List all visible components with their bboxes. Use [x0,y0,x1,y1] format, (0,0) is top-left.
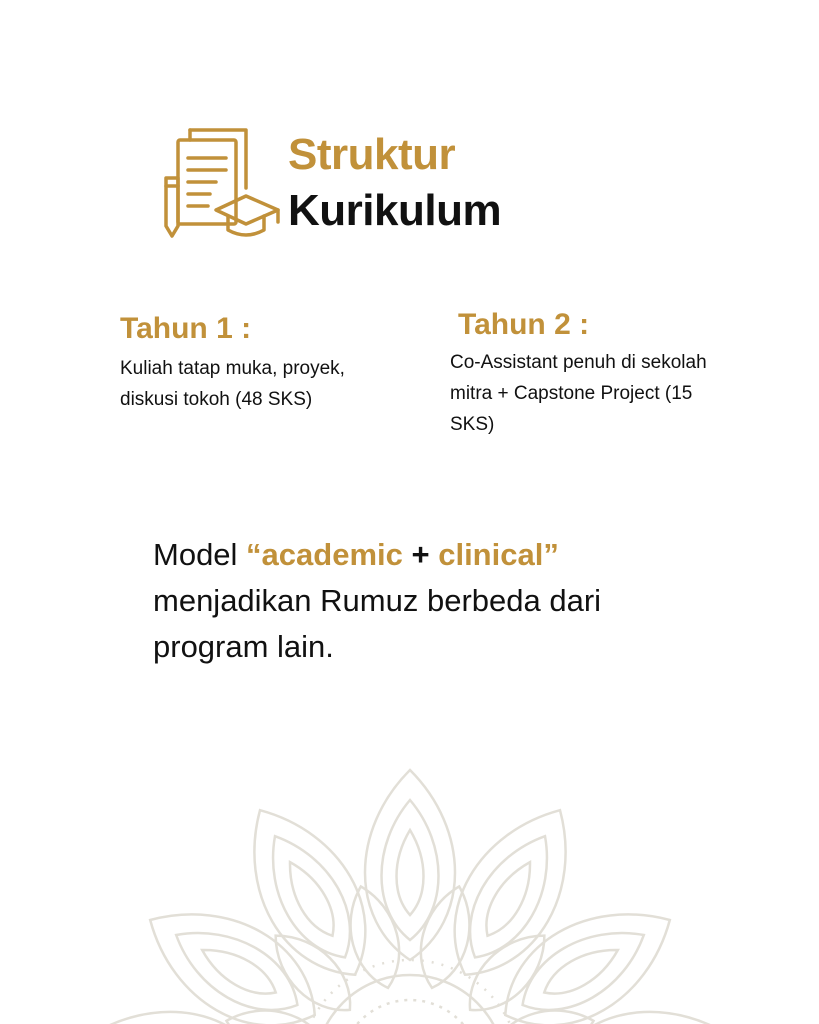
page-title-line1: Struktur [288,130,456,179]
closing-line2: menjadikan Rumuz berbeda dari [153,583,602,618]
year1-heading: Tahun 1 : [120,312,252,345]
closing-statement [153,532,673,670]
mandala-ornament [0,740,819,1024]
year1-description: Kuliah tatap muka, proyek, diskusi tokoh (48 SKS) [120,358,345,410]
year2-heading: Tahun 2 : [458,308,590,341]
curriculum-icon [160,126,284,242]
closing-line1 [153,532,673,578]
quote-clinical: clinical” [438,537,559,572]
plus-sign: + [402,537,439,572]
year2-description: Co-Assistant penuh di sekolah mitra + Capstone Project (15 SKS) [450,352,707,435]
page-title-line2: Kurikulum [288,186,502,235]
closing-prefix: Model [153,537,247,572]
closing-line3: program lain. [153,629,334,664]
quote-academic: “academic [246,537,403,572]
